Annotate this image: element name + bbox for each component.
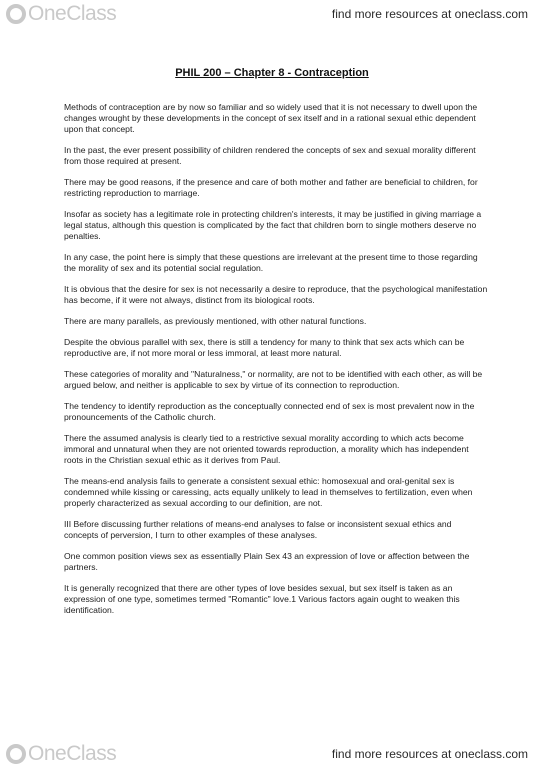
- paragraph: These categories of morality and "Naturalness," or normality, are not to be identified with each other, as will be argued below, and neither is applicable to sex by virtue of its connection to reproduction.: [64, 369, 483, 390]
- oneclass-logo[interactable]: [5, 3, 116, 25]
- page-header: [0, 0, 544, 28]
- paragraph: Despite the obvious parallel with sex, there is still a tendency for many to think that sex acts which can be reproductive are, if not more moral or less immoral, at least more natural.: [64, 337, 465, 358]
- page-footer: [0, 740, 544, 768]
- paragraph: In any case, the point here is simply that these questions are irrelevant at the present time to those regarding the morality of sex and its potential social regulation.: [64, 252, 478, 273]
- document-title: PHIL 200 – Chapter 8 - Contraception: [175, 67, 369, 79]
- paragraph: In the past, the ever present possibility of children rendered the concepts of sex and sexual morality different from those required at present.: [64, 145, 476, 166]
- paragraph: Insofar as society has a legitimate role in protecting children's interests, it may be justified in giving marriage a legal status, although this question is complicated by the fact that children born to single mothers deserve no penalties.: [64, 209, 482, 241]
- paragraph: There the assumed analysis is clearly tied to a restrictive sexual morality according to which acts become immoral and unnatural when they are not oriented towards reproduction, a morality which has independent roots in the Christian sexual ethic as it derives from Paul.: [64, 433, 469, 465]
- footer-tagline[interactable]: find more resources at oneclass.com: [331, 747, 528, 761]
- oneclass-o-icon: [5, 3, 27, 25]
- paragraph: One common position views sex as essentially Plain Sex 43 an expression of love or affection between the partners.: [64, 551, 470, 572]
- logo-text: OneClass: [28, 2, 117, 25]
- paragraph: III Before discussing further relations of means-end analyses to false or inconsistent sexual ethics and concepts of perversion, I turn to other examples of these analyses.: [64, 519, 452, 540]
- paragraph: The tendency to identify reproduction as the conceptually connected end of sex is most prevalent now in the pronouncements of the Catholic church.: [64, 401, 475, 422]
- paragraph: There are many parallels, as previously mentioned, with other natural functions.: [64, 316, 367, 326]
- paragraph: There may be good reasons, if the presence and care of both mother and father are beneficial to children, for restricting reproduction to marriage.: [64, 177, 478, 198]
- paragraph: It is generally recognized that there are other types of love besides sexual, but sex itself is taken as an expression of one type, sometimes termed "Romantic" love.1 Various factors again ought to weaken this identification.: [64, 583, 460, 615]
- paragraph: The means-end analysis fails to generate a consistent sexual ethic: homosexual and oral-genital sex is condemned while kissing or caressing, acts equally unlikely to lead in themselves to fertilization, even when properly characterized as sexual according to our definition, are not.: [64, 476, 473, 508]
- paragraph: It is obvious that the desire for sex is not necessarily a desire to reproduce, that the psychological manifestation has become, if it were not always, distinct from its biological roots.: [64, 284, 488, 305]
- document-body: [64, 102, 488, 626]
- logo-text: OneClass: [28, 742, 117, 765]
- oneclass-o-icon: [5, 743, 27, 765]
- oneclass-logo-footer[interactable]: [5, 743, 116, 765]
- header-tagline[interactable]: find more resources at oneclass.com: [331, 7, 528, 21]
- paragraph: Methods of contraception are by now so familiar and so widely used that it is not necessary to dwell upon the changes wrought by these developments in the concept of sex itself and in a rational sexual ethic dependent upon that concept.: [64, 102, 478, 134]
